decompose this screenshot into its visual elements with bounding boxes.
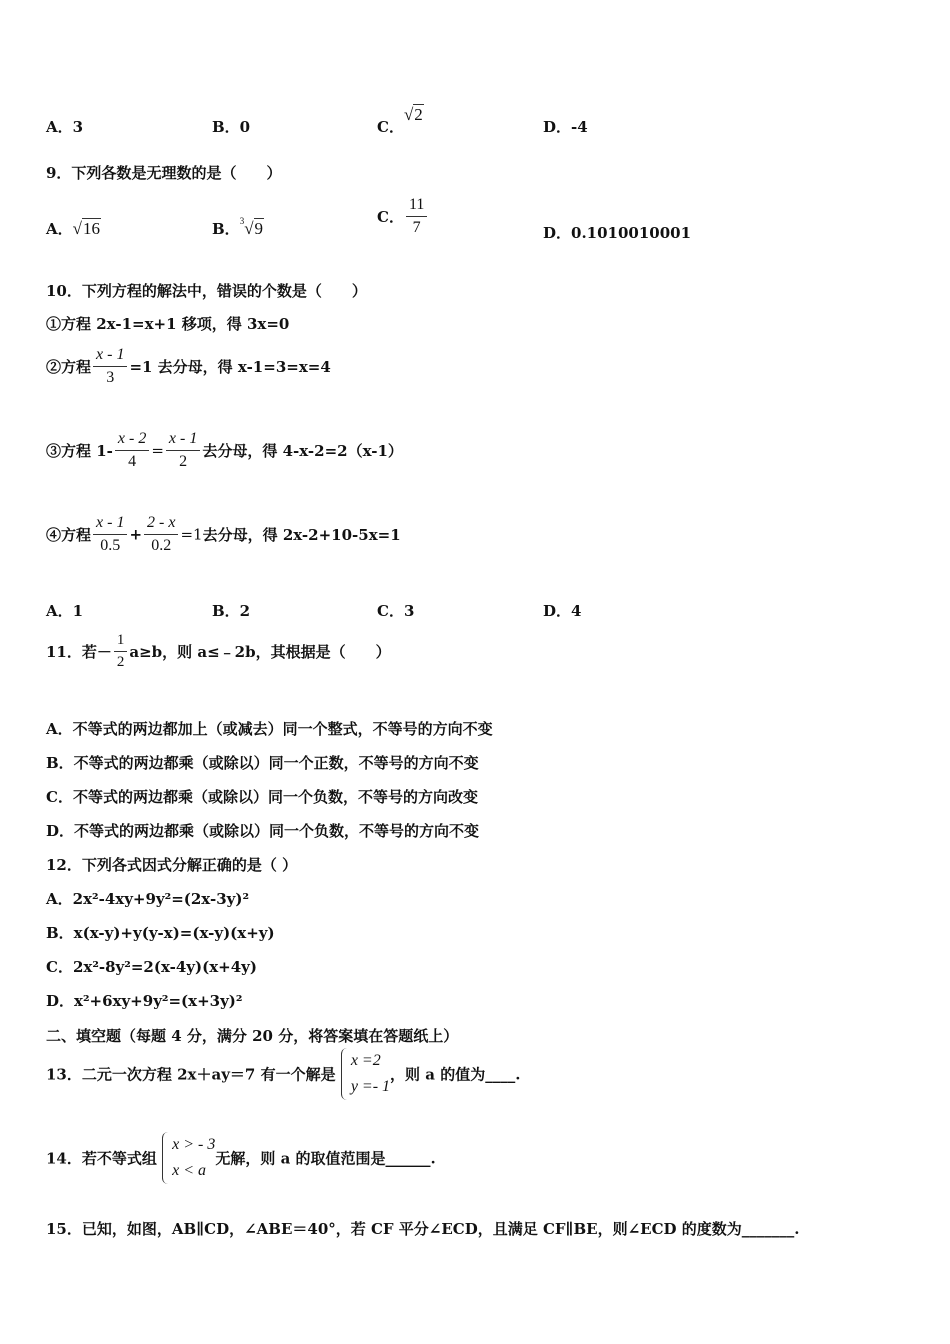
q10-option-b: B．2 [212,602,251,620]
q10-item-1: ①方程 2x-1=x+1 移项，得 3x=0 [46,315,290,333]
q10-option-a: A．1 [46,602,84,620]
q8-option-d: D．-4 [543,118,588,136]
q12-option-b: B．x(x-y)+y(y-x)=(x-y)(x+y) [46,924,275,942]
q10-item-3: ③方程 1- $\frac{x - 2}{4}$ = $\frac{x - 1}{2}$ 去分母，得 4-x-2=2（x-1） [46,430,403,470]
q10-item-2: ②方程 $\frac{x - 1}{3}$ =1 去分母，得 x-1=3=x=4 [46,346,331,386]
q11-option-d: D．不等式的两边都乘（或除以）同一个负数，不等号的方向不变 [46,822,480,840]
q10-option-c: C．3 [377,602,415,620]
q8-option-b: B．0 [212,118,251,136]
section-2-heading: 二、填空题（每题 4 分，满分 20 分，将答案填在答题纸上） [46,1027,459,1045]
q9-option-d: D．0.1010010001 [543,224,692,242]
q10-stem: 10．下列方程的解法中，错误的个数是（ ） [46,282,367,300]
q11-option-c: C．不等式的两边都乘（或除以）同一个负数，不等号的方向改变 [46,788,478,806]
q12-option-a: A．2x²-4xy+9y²=(2x-3y)² [46,890,250,908]
q10-item-4: ④方程 $\frac{x - 1}{0.5}$ + $\frac{2 - x}{0.2}$ =1去分母，得 2x-2+10-5x=1 [46,514,401,554]
q13-stem: 13．二元一次方程 2x＋ay＝7 有一个解是 x =2 y =- 1 ，则 a 的值为____. [46,1048,520,1100]
q9-option-c: C． $\frac{11}{7}$ [377,196,429,237]
q10-option-d: D．4 [543,602,582,620]
q12-option-d: D．x²+6xy+9y²=(x+3y)² [46,992,243,1010]
q11-stem: 11．若－ $\frac{1}{2}$ a≥b，则 a≤﹣2b，其根据是（ ） [46,632,391,670]
q11-option-b: B．不等式的两边都乘（或除以）同一个正数，不等号的方向不变 [46,754,479,772]
q11-option-a: A．不等式的两边都加上（或减去）同一个整式，不等号的方向不变 [46,720,493,738]
q12-stem: 12．下列各式因式分解正确的是（ ） [46,856,298,874]
q8-option-c: C．√2 [377,105,423,136]
q8-option-a: A．3 [46,118,84,136]
q9-option-a: A．√16 [46,219,100,238]
q12-option-c: C．2x²-8y²=2(x-4y)(x+4y) [46,958,257,976]
q9-option-b: B．$^3$√9 [212,216,264,238]
q9-stem: 9．下列各数是无理数的是（ ） [46,164,282,182]
q15-stem: 15．已知，如图，AB∥CD，∠ABE＝40°，若 CF 平分∠ECD，且满足 CF∥BE，则∠ECD 的度数为_______. [46,1220,800,1238]
q14-stem: 14．若不等式组 x > - 3 x < a 无解，则 a 的取值范围是______. [46,1132,436,1184]
